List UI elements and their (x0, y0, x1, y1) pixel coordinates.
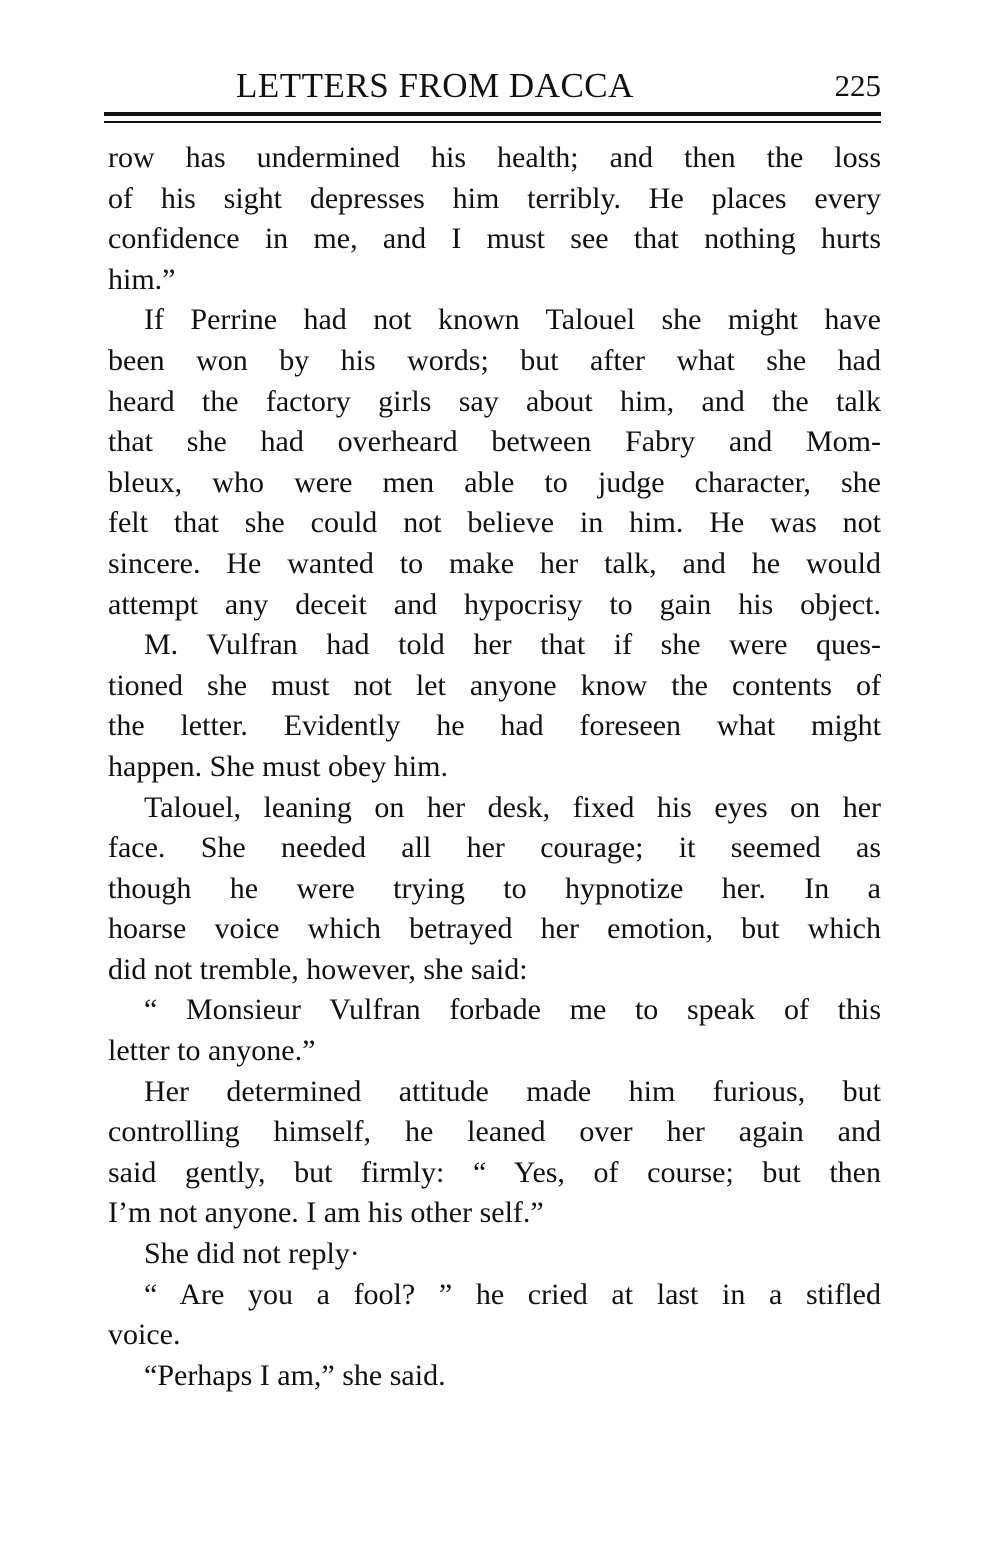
running-title: LETTERS FROM DACCA (236, 66, 634, 105)
text-line: She did not reply· (144, 1237, 360, 1271)
text-line: confidence in me, and I must see that nothing hurts (108, 222, 881, 256)
text-line: Her determined attitude made him furious, but (144, 1074, 881, 1108)
running-head (108, 64, 881, 108)
text-line: Talouel, leaning on her desk, fixed his eyes on her (144, 790, 881, 824)
text-line: “ Are you a fool? ” he cried at last in a stifled (144, 1277, 881, 1311)
text-line: felt that she could not believe in him. He was not (108, 506, 881, 540)
text-line: sincere. He wanted to make her talk, and he would (108, 546, 881, 580)
text-line: said gently, but firmly: “ Yes, of course; but then (108, 1155, 881, 1189)
text-line: If Perrine had not known Talouel she might have (144, 303, 881, 337)
text-line: I’m not anyone. I am his other self.” (108, 1196, 544, 1230)
text-line: “ Monsieur Vulfran forbade me to speak of this (144, 993, 881, 1027)
text-line: did not tremble, however, she said: (108, 952, 528, 986)
text-line: row has undermined his health; and then the loss (108, 141, 881, 174)
page-number: 225 (834, 68, 881, 103)
text-line: of his sight depresses him terribly. He places every (108, 181, 881, 215)
text-line: though he were trying to hypnotize her. In a (108, 871, 881, 905)
text-line: the letter. Evidently he had foreseen what might (108, 709, 881, 743)
text-line: attempt any deceit and hypocrisy to gain his object. (108, 587, 881, 621)
header-rule-thin (104, 121, 881, 123)
text-line: that she had overheard between Fabry and Mom- (108, 425, 881, 459)
text-line: “Perhaps I am,” she said. (144, 1358, 446, 1392)
text-line: been won by his words; but after what she had (108, 343, 881, 377)
text-line: voice. (108, 1318, 181, 1352)
text-line: tioned she must not let anyone know the contents of (108, 668, 881, 702)
text-line: heard the factory girls say about him, and the talk (108, 384, 881, 418)
body-text (108, 138, 881, 1396)
text-line: face. She needed all her courage; it seemed as (108, 831, 881, 865)
text-line: bleux, who were men able to judge character, she (108, 465, 881, 499)
text-line: M. Vulfran had told her that if she were ques- (144, 628, 881, 662)
text-line: happen. She must obey him. (108, 749, 448, 783)
header-rule-thick (104, 112, 881, 116)
text-line: letter to anyone.” (108, 1034, 316, 1068)
text-line: hoarse voice which betrayed her emotion, but which (108, 912, 881, 946)
text-line: him.” (108, 262, 176, 296)
text-line: controlling himself, he leaned over her again and (108, 1115, 881, 1149)
